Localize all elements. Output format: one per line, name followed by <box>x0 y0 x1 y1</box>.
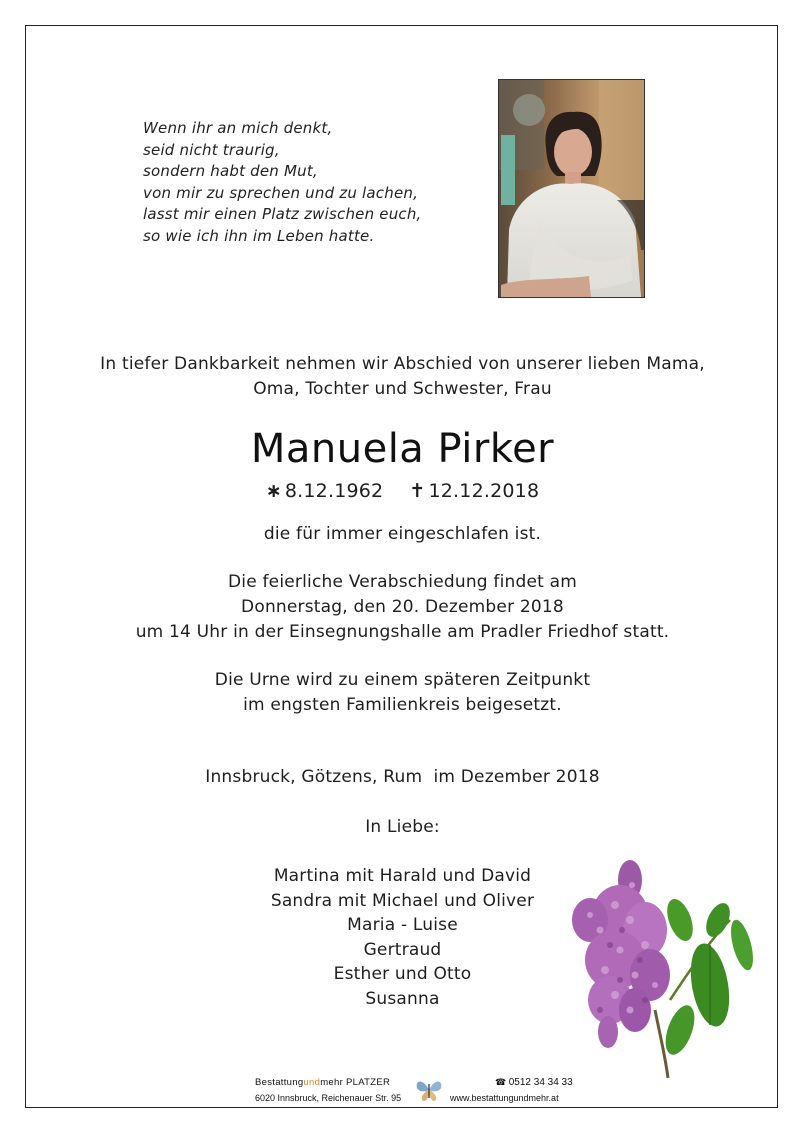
death-date: 12.12.2018 <box>428 480 540 502</box>
brand-part: und <box>303 1077 321 1088</box>
poem-line: seid nicht traurig, <box>143 140 280 159</box>
poem-line: so wie ich ihn im Leben hatte. <box>143 226 375 245</box>
funeral-home-address: 6020 Innsbruck, Reichenauer Str. 95 <box>255 1093 402 1103</box>
mourner: Maria - Luise <box>347 915 458 935</box>
poem-line: von mir zu sprechen und zu lachen, <box>143 183 419 202</box>
brand-part: mehr PLATZER <box>320 1077 391 1088</box>
birth-symbol-icon: ∗ <box>265 480 282 502</box>
intro-line: In tiefer Dankbarkeit nehmen wir Abschied von unserer lieben Mama, <box>100 354 705 374</box>
poem <box>143 118 463 247</box>
mourner: Gertraud <box>363 939 442 960</box>
urn-info <box>30 668 775 718</box>
phone-icon: ☎ <box>495 1077 507 1087</box>
lilac-flower-icon <box>560 850 760 1085</box>
in-love-heading: In Liebe: <box>365 817 440 837</box>
birth-date: 8.12.1962 <box>284 480 384 502</box>
ceremony-info <box>30 570 775 645</box>
funeral-home-footer <box>255 1077 575 1107</box>
place-date: Innsbruck, Götzens, Rum im Dezember 2018 <box>205 767 600 787</box>
mourner: Sandra mit Michael und Oliver <box>270 890 535 911</box>
poem-line: lasst mir einen Platz zwischen euch, <box>143 205 422 223</box>
urn-line: Die Urne wird zu einem späteren Zeitpunkt <box>214 670 591 690</box>
farewell-intro <box>30 352 775 402</box>
portrait-image <box>499 80 644 297</box>
ceremony-line: Die feierliche Verabschiedung findet am <box>228 572 577 592</box>
funeral-home-phone <box>495 1077 573 1088</box>
cross-icon: ✝ <box>409 480 426 502</box>
poem-line: Wenn ihr an mich denkt, <box>143 119 333 137</box>
butterfly-icon <box>415 1078 443 1102</box>
intro-line: Oma, Tochter und Schwester, Frau <box>253 379 552 399</box>
ceremony-line: um 14 Uhr in der Einsegnungshalle am Pradler Friedhof statt. <box>135 622 670 642</box>
life-dates <box>30 478 775 504</box>
urn-line: im engsten Familienkreis beigesetzt. <box>243 695 562 715</box>
asleep-text: die für immer eingeschlafen ist. <box>263 524 542 544</box>
brand-part: Bestattung <box>255 1077 304 1088</box>
funeral-home-website: www.bestattungundmehr.at <box>450 1093 559 1103</box>
mourner: Martina mit Harald und David <box>273 866 532 886</box>
portrait-photo <box>498 79 645 298</box>
ceremony-line: Donnerstag, den 20. Dezember 2018 <box>241 597 564 617</box>
mourner: Susanna <box>365 988 440 1009</box>
poem-line: sondern habt den Mut, <box>143 162 318 180</box>
deceased-name: Manuela Pirker <box>250 426 555 472</box>
funeral-home-brand <box>255 1077 390 1088</box>
mourner: Esther und Otto <box>333 964 472 984</box>
phone-number: 0512 34 34 33 <box>508 1077 573 1088</box>
